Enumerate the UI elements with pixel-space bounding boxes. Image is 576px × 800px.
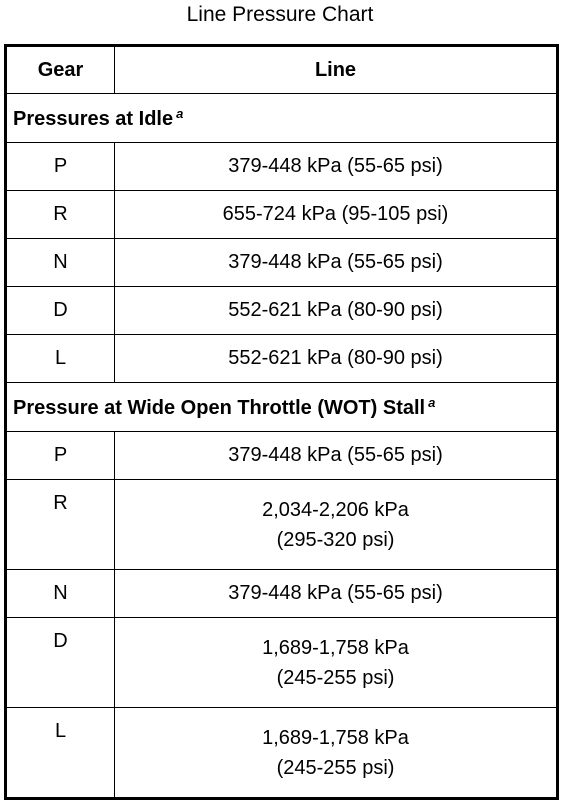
footnote-marker: a xyxy=(428,394,436,410)
line-column-header: Line xyxy=(115,46,558,94)
line-pressure-value: 1,689-1,758 kPa xyxy=(262,636,409,659)
line-pressure-value: 2,034-2,206 kPa xyxy=(262,498,409,521)
line-pressure-value: 379-448 kPa (55-65 psi) xyxy=(228,155,443,177)
section-heading xyxy=(6,383,558,432)
line-pressure-cell xyxy=(115,239,558,287)
section-row xyxy=(6,94,558,143)
line-pressure-value: 379-448 kPa (55-65 psi) xyxy=(228,582,443,604)
gear-cell: D xyxy=(6,618,115,708)
line-pressure-cell xyxy=(115,708,558,799)
gear-cell: L xyxy=(6,335,115,383)
table-row xyxy=(6,618,558,708)
line-pressure-value: (245-255 psi) xyxy=(276,756,395,779)
gear-cell: R xyxy=(6,191,115,239)
table-body xyxy=(6,94,558,799)
header-row xyxy=(6,46,558,94)
gear-cell: L xyxy=(6,708,115,799)
chart-title: Line Pressure Chart xyxy=(186,3,374,26)
table-row xyxy=(6,143,558,191)
line-pressure-cell xyxy=(115,432,558,480)
table-row xyxy=(6,191,558,239)
line-pressure-value: (295-320 psi) xyxy=(276,528,395,551)
table-row xyxy=(6,480,558,570)
line-pressure-cell xyxy=(115,618,558,708)
line-pressure-cell xyxy=(115,335,558,383)
section-row xyxy=(6,383,558,432)
section-heading xyxy=(6,94,558,143)
gear-cell: R xyxy=(6,480,115,570)
line-pressure-cell xyxy=(115,287,558,335)
gear-cell: N xyxy=(6,239,115,287)
table-row xyxy=(6,570,558,618)
line-pressure-value: 655-724 kPa (95-105 psi) xyxy=(222,203,449,225)
table-row xyxy=(6,239,558,287)
line-pressure-value: 1,689-1,758 kPa xyxy=(262,726,409,749)
gear-cell: P xyxy=(6,143,115,191)
table-row xyxy=(6,287,558,335)
line-pressure-cell xyxy=(115,570,558,618)
table-row xyxy=(6,335,558,383)
line-pressure-cell xyxy=(115,480,558,570)
line-pressure-value: 379-448 kPa (55-65 psi) xyxy=(228,251,443,273)
section-label: Pressures at Idle xyxy=(13,107,174,130)
table-row xyxy=(6,708,558,799)
footnote-marker: a xyxy=(176,105,184,121)
gear-cell: P xyxy=(6,432,115,480)
line-pressure-value: (245-255 psi) xyxy=(276,666,395,689)
section-label: Pressure at Wide Open Throttle (WOT) Stall xyxy=(13,396,426,419)
table-row xyxy=(6,432,558,480)
gear-column-header: Gear xyxy=(6,46,115,94)
line-pressure-value: 552-621 kPa (80-90 psi) xyxy=(228,347,443,369)
gear-cell: D xyxy=(6,287,115,335)
line-pressure-value: 552-621 kPa (80-90 psi) xyxy=(228,299,443,321)
line-pressure-cell xyxy=(115,191,558,239)
gear-cell: N xyxy=(6,570,115,618)
line-pressure-table xyxy=(4,44,559,800)
line-pressure-value: 379-448 kPa (55-65 psi) xyxy=(228,444,443,466)
line-pressure-cell xyxy=(115,143,558,191)
